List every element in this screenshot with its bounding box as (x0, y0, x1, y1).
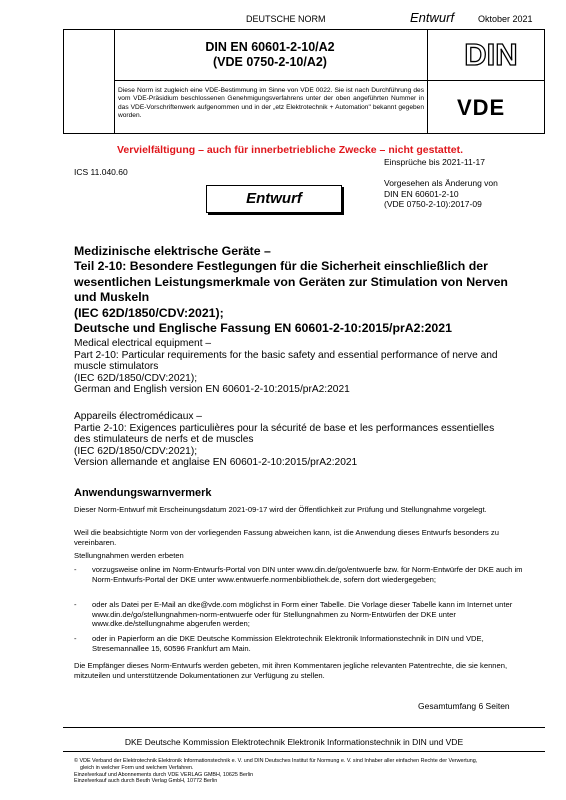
title-french-line: des stimulateurs de nerfs et de muscles (74, 434, 254, 446)
title-english-line: Part 2-10: Particular requirements for the basic safety and essential performance of nerve and (74, 349, 498, 361)
norm-number-vde: (VDE 0750-2-10/A2) (213, 55, 327, 69)
objection-deadline: Einsprüche bis 2021-11-17 (384, 157, 485, 167)
header-draft-label: Entwurf (410, 10, 455, 25)
draft-stamp: Entwurf (206, 185, 342, 213)
din-logo-text: DIN (464, 37, 518, 71)
bullet-dash: - (74, 600, 77, 609)
footer-top-rule (63, 727, 545, 728)
title-german-line: und Muskeln (74, 290, 150, 305)
comments-requested-label: Stellungnahmen werden erbeten (74, 551, 184, 560)
patent-rights-note: Die Empfänger dieses Norm-Entwurfs werden gebeten, mit ihren Kommentaren jegliche relevanten Patentrechte, die sie kennen, mitzuteilen und unterstützende Dokumentationen zur Verfügung zu stellen. (74, 661, 508, 680)
vde-regulation-notice: Diese Norm ist zugleich eine VDE-Bestimmung im Sinne von VDE 0022. Sie ist nach Durchführung des vom VDE-Präsidium beschlossenen Genehmigungsverfahrens unter der oben angeführten Nummer in das VDE-Vorschriftenwerk aufgenommen und in der „etz Elektrotechnik + Automation" bekannt gegeben worden. (118, 87, 424, 120)
footer-dke: DKE Deutsche Kommission Elektrotechnik Elektronik Informationstechnik in DIN und VDE (124, 737, 464, 747)
bullet-text: vorzugsweise online im Norm-Entwurfs-Portal von DIN unter www.din.de/go/entwuerfe bzw. für Norm-Entwürfe der DKE auch im Norm-Entwurfs-Portal der DKE unter www.entwuerfe.normenbibliothek.de, sofern dort wiedergegeben; (92, 565, 523, 584)
title-german-line: Deutsche und Englische Fassung EN 60601-2-10:2015/prA2:2021 (74, 321, 452, 336)
copyright-notice (74, 758, 544, 785)
title-french-line: (IEC 62D/1850/CDV:2021); (74, 445, 198, 457)
application-warning-paragraph-1: Dieser Norm-Entwurf mit Erscheinungsdatum 2021-09-17 wird der Öffentlichkeit zur Prüfung und Stellungnahme vorgelegt. (74, 505, 487, 514)
title-english-line: Medical electrical equipment – (74, 338, 212, 349)
comment-option-email (74, 600, 524, 629)
copyright-line: © VDE Verband der Elektrotechnik Elektronik Informationstechnik e. V. und DIN Deutsches Institut für Normung e. V. sind Inhaber aller einfachen Rechte der Verwertung, (74, 758, 478, 764)
bullet-dash: - (74, 565, 77, 574)
title-block-right-divider (427, 29, 428, 134)
total-pages: Gesamtumfang 6 Seiten (418, 701, 510, 711)
intended-amendment-line1: Vorgesehen als Änderung von (384, 178, 498, 188)
title-french-line: Appareils électromédicaux – (74, 411, 202, 422)
title-german-line: (IEC 62D/1850/CDV:2021); (74, 305, 224, 320)
title-english-line: German and English version EN 60601-2-10:2015/prA2:2021 (74, 384, 350, 396)
title-english-line: (IEC 62D/1850/CDV:2021); (74, 372, 198, 384)
title-block-left-divider (114, 29, 115, 134)
title-french (74, 411, 544, 469)
title-german-line: Teil 2-10: Besondere Festlegungen für die Sicherheit einschließlich der (74, 259, 488, 274)
intended-amendment (384, 178, 544, 210)
ics-code: ICS 11.040.60 (74, 167, 128, 177)
din-logo (463, 37, 519, 71)
copyright-line: gleich in welcher Form und welchem Verfahren. (80, 764, 194, 771)
bullet-text: oder in Papierform an die DKE Deutsche Kommission Elektrotechnik Elektronik Informationstechnik in DIN und VDE, Stresemannallee 15, 60596 Frankfurt am Main. (92, 634, 484, 653)
vde-logo: VDE (457, 95, 506, 120)
bullet-text: oder als Datei per E-Mail an dke@vde.com möglichst in Form einer Tabelle. Die Vorlage dieser Tabelle kann im Internet unter www.din.de/go/stellungnahmen-norm-entwuerfe oder für Stellungnahmen zu Norm-Entwürfen der DKE unter www.dke.de/stellungnahme abgerufen werden; (92, 600, 513, 629)
reproduction-warning: Vervielfältigung – auch für innerbetriebliche Zwecke – nicht gestattet. (116, 144, 463, 156)
header-date: Oktober 2021 (478, 14, 533, 24)
intended-amendment-line2: DIN EN 60601-2-10 (384, 188, 459, 199)
norm-number-block (116, 40, 424, 70)
copyright-line: Einzelverkauf auch durch Beuth Verlag GmbH, 10772 Berlin (74, 778, 218, 785)
application-warning-paragraph-2: Weil die beabsichtigte Norm von der vorliegenden Fassung abweichen kann, ist die Anwendung dieses Entwurfs besonders zu vereinbaren. (74, 528, 499, 547)
comment-option-online (74, 565, 524, 584)
title-french-line: Version allemande et anglaise EN 60601-2-10:2015/prA2:2021 (74, 457, 358, 469)
title-english (74, 338, 544, 396)
title-german (74, 244, 544, 336)
comment-option-paper (74, 634, 524, 653)
application-warning-heading: Anwendungswarnvermerk (74, 487, 212, 499)
title-german-line: Medizinische elektrische Geräte – (74, 244, 271, 258)
title-german-line: wesentlichen Leistungsmerkmale von Geräten zur Stimulation von Nerven (74, 274, 508, 289)
title-english-line: muscle stimulators (74, 361, 159, 373)
copyright-line: Einzelverkauf und Abonnements durch VDE VERLAG GMBH, 10625 Berlin (74, 771, 254, 778)
title-block-middle-divider (114, 80, 545, 81)
bullet-dash: - (74, 634, 77, 643)
intended-amendment-line3: (VDE 0750-2-10):2017-09 (384, 199, 482, 209)
footer-bottom-rule (63, 751, 545, 752)
header-document-type: DEUTSCHE NORM (246, 14, 326, 24)
title-french-line: Partie 2-10: Exigences particulières pour la sécurité de base et les performances essentielles (74, 422, 495, 434)
norm-number-din: DIN EN 60601-2-10/A2 (205, 40, 335, 54)
